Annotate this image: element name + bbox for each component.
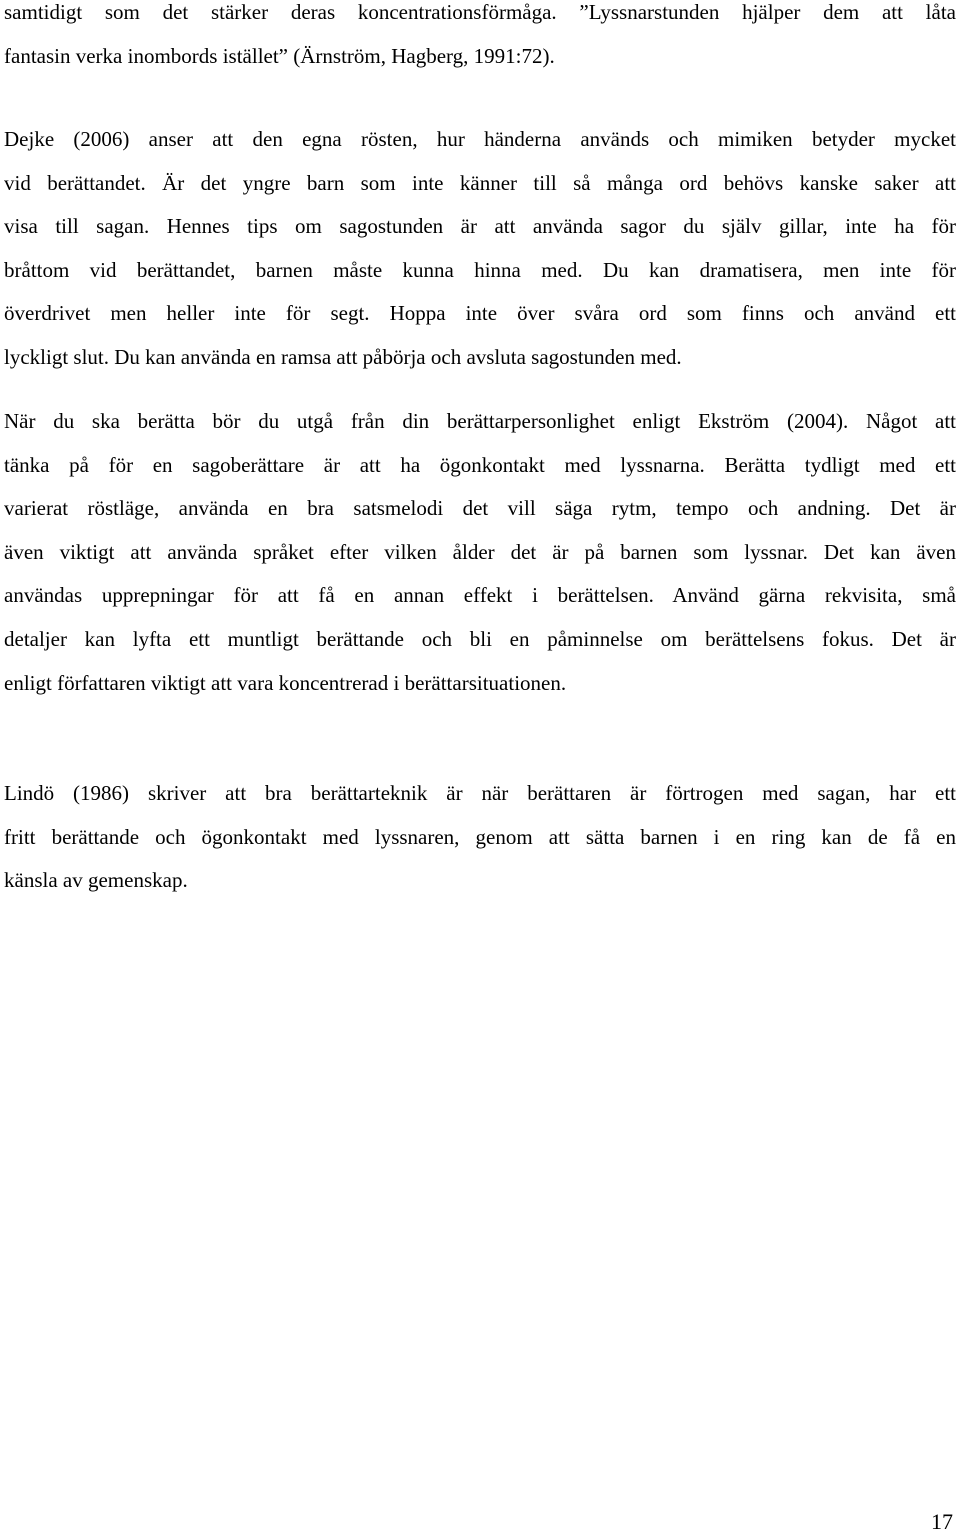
text-line: fantasin verka inombords istället” (Ärnström, Hagberg, 1991:72). (4, 43, 555, 68)
text-line: överdrivet men heller inte för segt. Hoppa inte över svåra ord som finns och använd ett (4, 301, 956, 326)
text-line: Lindö (1986) skriver att bra berättarteknik är när berättaren är förtrogen med sagan, har ett (4, 781, 956, 805)
paragraph-2 (4, 118, 956, 380)
text-line: fritt berättande och ögonkontakt med lyssnaren, genom att sätta barnen i en ring kan de få en (4, 824, 956, 849)
text-line: Dejke (2006) anser att den egna rösten, hur händerna används och mimiken betyder mycket (4, 127, 956, 151)
text-line: lyckligt slut. Du kan använda en ramsa att påbörja och avsluta sagostunden med. (4, 344, 682, 369)
text-line: enligt författaren viktigt att vara koncentrerad i berättarsituationen. (4, 670, 567, 695)
text-line: användas upprepningar för att få en annan effekt i berättelsen. Använd gärna rekvisita, små (4, 583, 956, 608)
text-line: visa till sagan. Hennes tips om sagostunden är att använda sagor du själv gillar, inte ha för (4, 214, 956, 239)
text-line: När du ska berätta bör du utgå från din berättarpersonlighet enligt Ekström (2004). Något att (4, 409, 956, 433)
text-line: samtidigt som det stärker deras koncentrationsförmåga. ”Lyssnarstunden hjälper dem att låta (4, 0, 956, 24)
text-line: även viktigt att använda språket efter vilken ålder det är på barnen som lyssnar. Det kan även (4, 539, 956, 564)
paragraph-1 (4, 0, 956, 78)
paragraph-3 (4, 400, 956, 705)
text-line: detaljer kan lyfta ett muntligt berättande och bli en påminnelse om berättelsens fokus. Det är (4, 626, 956, 651)
text-line: bråttom vid berättandet, barnen måste kunna hinna med. Du kan dramatisera, men inte för (4, 257, 956, 282)
paragraph-4 (4, 772, 956, 903)
text-line: vid berättandet. Är det yngre barn som inte känner till så många ord behövs kanske saker att (4, 170, 956, 195)
page-number: 17 (931, 1509, 953, 1534)
text-line: tänka på för en sagoberättare är att ha ögonkontakt med lyssnarna. Berätta tydligt med ett (4, 452, 956, 477)
text-line: varierat röstläge, använda en bra satsmelodi det vill säga rytm, tempo och andning. Det är (4, 496, 956, 521)
text-line: känsla av gemenskap. (4, 868, 188, 893)
